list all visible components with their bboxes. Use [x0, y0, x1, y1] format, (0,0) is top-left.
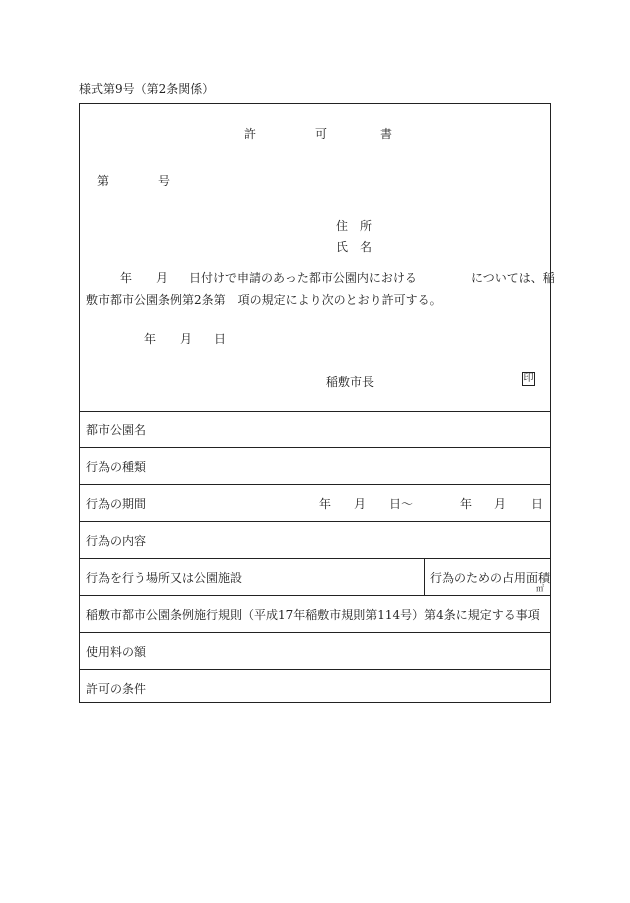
seal-mark: 印 [523, 373, 534, 384]
area-unit: ㎡ [536, 584, 544, 593]
period-start-month: 月 [354, 497, 367, 511]
application-text-line2: 敷市都市公園条例第2条第 項の規定により次のとおり許可する。 [86, 293, 442, 307]
period-start-year: 年 [319, 497, 332, 511]
permit-number-dai: 第 [97, 174, 110, 188]
occupied-area-label: 行為のための占用面積 [430, 571, 551, 585]
application-text-tail: については、稲 [471, 271, 555, 285]
activity-period-label: 行為の期間 [86, 497, 147, 511]
row-activity-content [80, 522, 550, 559]
title-char-2: 可 [315, 127, 328, 141]
activity-place-label: 行為を行う場所又は公園施設 [86, 571, 243, 585]
name-label: 氏 名 [336, 240, 373, 254]
issue-day: 日 [214, 332, 227, 346]
period-end-day: 日 [531, 497, 544, 511]
activity-type-label: 行為の種類 [86, 460, 147, 474]
period-end-month: 月 [494, 497, 507, 511]
permit-header-section [80, 104, 555, 412]
park-name-label: 都市公園名 [86, 423, 147, 437]
issue-month: 月 [180, 332, 193, 346]
application-month: 月 [156, 271, 169, 285]
form-number-label: 様式第9号（第2条関係） [79, 82, 215, 96]
issue-year: 年 [144, 332, 157, 346]
permit-number-go: 号 [158, 174, 171, 188]
usage-fee-label: 使用料の額 [86, 645, 147, 659]
permit-form [79, 103, 555, 703]
row-usage-fee [80, 633, 550, 670]
permit-conditions-label: 許可の条件 [86, 682, 147, 696]
period-end-year: 年 [460, 497, 473, 511]
address-label: 住 所 [336, 219, 373, 233]
row-regulation-matters [80, 596, 550, 633]
application-year: 年 [120, 271, 133, 285]
issuer-title: 稲敷市長 [326, 375, 375, 389]
place-area-divider [424, 559, 425, 596]
row-park-name [80, 411, 550, 448]
row-activity-type [80, 448, 550, 485]
title-char-3: 書 [380, 127, 393, 141]
application-text: 日付けで申請のあった都市公園内における [189, 271, 417, 285]
row-permit-conditions [80, 670, 550, 703]
row-activity-place [80, 559, 550, 596]
row-activity-period [80, 485, 550, 522]
period-start-day: 日〜 [389, 497, 414, 511]
title-char-1: 許 [244, 127, 257, 141]
activity-content-label: 行為の内容 [86, 534, 147, 548]
regulation-matters-label: 稲敷市都市公園条例施行規則（平成17年稲敷市規則第114号）第4条に規定する事項 [86, 608, 540, 622]
